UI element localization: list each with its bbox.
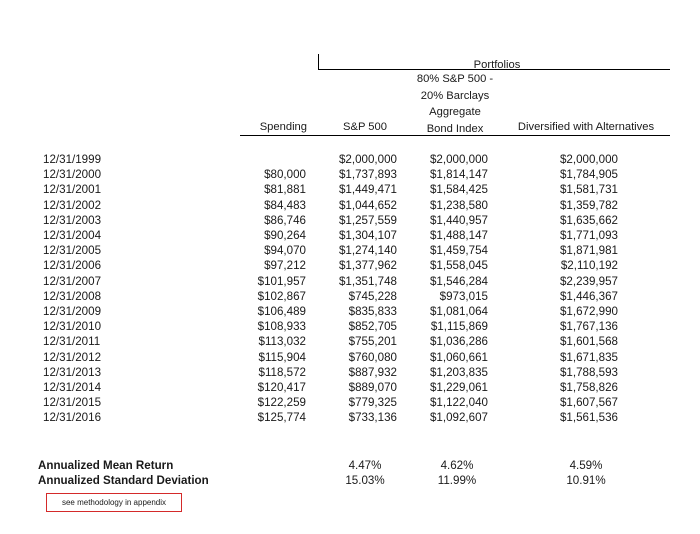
bond-header-line: Bond Index bbox=[426, 122, 484, 135]
std-diversified: 10.91% bbox=[566, 474, 606, 487]
table-row bbox=[0, 396, 700, 410]
spending-cell: $106,489 bbox=[257, 305, 306, 318]
spending-cell: $120,417 bbox=[257, 381, 306, 394]
bond-index-cell: $973,015 bbox=[439, 289, 488, 303]
spending-cell: $81,881 bbox=[264, 183, 306, 197]
table-row bbox=[0, 290, 700, 304]
date-cell: 12/31/2016 bbox=[43, 411, 102, 425]
spending-cell: $80,000 bbox=[264, 168, 306, 182]
table-row bbox=[0, 259, 700, 273]
date-cell: 12/31/2008 bbox=[43, 289, 102, 303]
spending-cell: $101,957 bbox=[257, 274, 306, 288]
diversified-cell: $1,871,981 bbox=[559, 244, 618, 258]
date-cell: 12/31/2012 bbox=[43, 350, 102, 364]
sp500-cell: $733,136 bbox=[348, 411, 397, 425]
std-bond: 11.99% bbox=[437, 474, 477, 487]
date-cell: 12/31/1999 bbox=[43, 153, 102, 166]
sp500-cell: $1,274,140 bbox=[338, 244, 397, 258]
mean-bond: 4.62% bbox=[440, 459, 474, 472]
sp500-cell: $1,257,559 bbox=[338, 213, 397, 227]
bond-index-header bbox=[400, 71, 510, 137]
bond-index-cell: $1,558,045 bbox=[429, 259, 488, 273]
sp500-cell: $760,080 bbox=[348, 350, 397, 364]
diversified-cell: $1,581,731 bbox=[559, 183, 618, 197]
diversified-cell: $1,784,905 bbox=[559, 168, 618, 182]
diversified-cell: $1,359,782 bbox=[559, 198, 618, 212]
date-cell: 12/31/2001 bbox=[43, 183, 102, 197]
date-cell: 12/31/2003 bbox=[43, 213, 102, 227]
spending-cell: $97,212 bbox=[264, 259, 306, 273]
table-row bbox=[0, 335, 700, 349]
diversified-cell: $1,561,536 bbox=[559, 411, 618, 425]
table-row bbox=[0, 351, 700, 365]
date-cell: 12/31/2002 bbox=[43, 198, 102, 212]
table-row bbox=[0, 366, 700, 380]
spending-header: Spending bbox=[259, 121, 307, 133]
spending-cell: $86,746 bbox=[264, 213, 306, 227]
date-cell: 12/31/2010 bbox=[43, 320, 102, 334]
sp500-cell: $1,377,962 bbox=[338, 259, 397, 273]
table-row bbox=[0, 320, 700, 334]
diversified-cell: $2,239,957 bbox=[559, 274, 618, 288]
bond-index-cell: $1,092,607 bbox=[429, 411, 488, 425]
spending-cell: $108,933 bbox=[257, 320, 306, 334]
spending-cell: $122,259 bbox=[257, 396, 306, 410]
table-row bbox=[0, 199, 700, 213]
bond-index-cell: $1,440,957 bbox=[429, 213, 488, 227]
sp500-cell: $1,044,652 bbox=[338, 198, 397, 212]
mean-return-label: Annualized Mean Return bbox=[38, 459, 174, 472]
sp500-cell: $1,351,748 bbox=[338, 274, 397, 288]
bond-index-cell: $1,238,580 bbox=[429, 198, 488, 212]
table-row bbox=[0, 168, 700, 182]
date-cell: 12/31/2014 bbox=[43, 381, 102, 394]
sp500-cell: $852,705 bbox=[348, 320, 397, 334]
bond-index-cell: $1,060,661 bbox=[429, 350, 488, 364]
sp500-cell: $1,304,107 bbox=[338, 229, 397, 242]
date-cell: 12/31/2009 bbox=[43, 305, 102, 318]
bond-header-line: 20% Barclays bbox=[420, 89, 490, 102]
portfolios-header: Portfolios bbox=[473, 59, 521, 71]
bond-header-line: Aggregate bbox=[429, 106, 481, 118]
bond-index-cell: $1,122,040 bbox=[429, 396, 488, 410]
date-cell: 12/31/2005 bbox=[43, 244, 102, 258]
date-cell: 12/31/2013 bbox=[43, 365, 102, 379]
spending-cell: $115,904 bbox=[258, 350, 306, 364]
table-row bbox=[0, 183, 700, 197]
sp500-cell: $889,070 bbox=[348, 381, 397, 394]
diversified-cell: $1,446,367 bbox=[559, 289, 618, 303]
spending-cell: $118,572 bbox=[258, 365, 306, 379]
diversified-cell: $2,000,000 bbox=[559, 153, 618, 166]
mean-diversified: 4.59% bbox=[569, 459, 603, 472]
table-row bbox=[0, 305, 700, 319]
portfolios-left-rule bbox=[318, 54, 319, 70]
sp500-cell: $2,000,000 bbox=[338, 153, 397, 166]
table-row bbox=[0, 244, 700, 258]
date-cell: 12/31/2004 bbox=[43, 229, 102, 242]
table-row bbox=[0, 275, 700, 289]
sp500-cell: $779,325 bbox=[348, 396, 397, 410]
std-sp500: 15.03% bbox=[345, 474, 385, 487]
date-cell: 12/31/2015 bbox=[43, 396, 102, 410]
bond-index-cell: $1,814,147 bbox=[429, 168, 488, 182]
table-row bbox=[0, 381, 700, 395]
diversified-cell: $2,110,192 bbox=[560, 259, 618, 273]
mean-sp500: 4.47% bbox=[348, 459, 382, 472]
spending-cell: $113,032 bbox=[258, 335, 306, 349]
diversified-cell: $1,771,093 bbox=[559, 229, 618, 242]
spending-cell: $90,264 bbox=[264, 229, 306, 242]
table-row bbox=[0, 229, 700, 243]
diversified-cell: $1,767,136 bbox=[559, 320, 618, 334]
date-cell: 12/31/2006 bbox=[43, 259, 102, 273]
spending-cell: $125,774 bbox=[257, 411, 306, 425]
bond-index-cell: $1,115,869 bbox=[430, 320, 488, 334]
sp500-cell: $1,737,893 bbox=[338, 168, 397, 182]
bond-index-cell: $1,546,284 bbox=[429, 274, 488, 288]
diversified-cell: $1,635,662 bbox=[559, 213, 618, 227]
sp500-cell: $1,449,471 bbox=[338, 183, 397, 197]
table-row bbox=[0, 153, 700, 167]
diversified-cell: $1,672,990 bbox=[559, 305, 618, 318]
bond-index-cell: $1,229,061 bbox=[429, 381, 488, 394]
diversified-cell: $1,671,835 bbox=[559, 350, 618, 364]
diversified-cell: $1,601,568 bbox=[559, 335, 618, 349]
table-row bbox=[0, 411, 700, 425]
sp500-cell: $887,932 bbox=[348, 365, 397, 379]
bond-index-cell: $1,203,835 bbox=[429, 365, 488, 379]
bond-index-cell: $1,459,754 bbox=[429, 244, 488, 258]
spending-cell: $94,070 bbox=[264, 244, 306, 258]
std-deviation-label: Annualized Standard Deviation bbox=[38, 474, 209, 487]
sp500-cell: $835,833 bbox=[348, 305, 397, 318]
diversified-cell: $1,758,826 bbox=[559, 381, 618, 394]
bond-index-cell: $2,000,000 bbox=[429, 153, 488, 166]
date-cell: 12/31/2011 bbox=[43, 335, 101, 349]
table-row bbox=[0, 214, 700, 228]
sp500-cell: $755,201 bbox=[348, 335, 397, 349]
bond-header-line: 80% S&P 500 - bbox=[416, 73, 494, 85]
date-cell: 12/31/2007 bbox=[43, 274, 102, 288]
diversified-cell: $1,607,567 bbox=[559, 396, 618, 410]
methodology-note: see methodology in appendix bbox=[46, 493, 182, 512]
diversified-header: Diversified with Alternatives bbox=[517, 121, 655, 133]
spending-cell: $84,483 bbox=[264, 198, 306, 212]
spending-cell: $102,867 bbox=[257, 289, 306, 303]
diversified-cell: $1,788,593 bbox=[559, 365, 618, 379]
bond-index-cell: $1,584,425 bbox=[429, 183, 488, 197]
bond-index-cell: $1,036,286 bbox=[429, 335, 488, 349]
bond-index-cell: $1,081,064 bbox=[429, 305, 488, 318]
sp500-cell: $745,228 bbox=[348, 289, 397, 303]
sp500-header: S&P 500 bbox=[343, 121, 387, 133]
date-cell: 12/31/2000 bbox=[43, 168, 102, 182]
bond-index-cell: $1,488,147 bbox=[429, 229, 488, 242]
